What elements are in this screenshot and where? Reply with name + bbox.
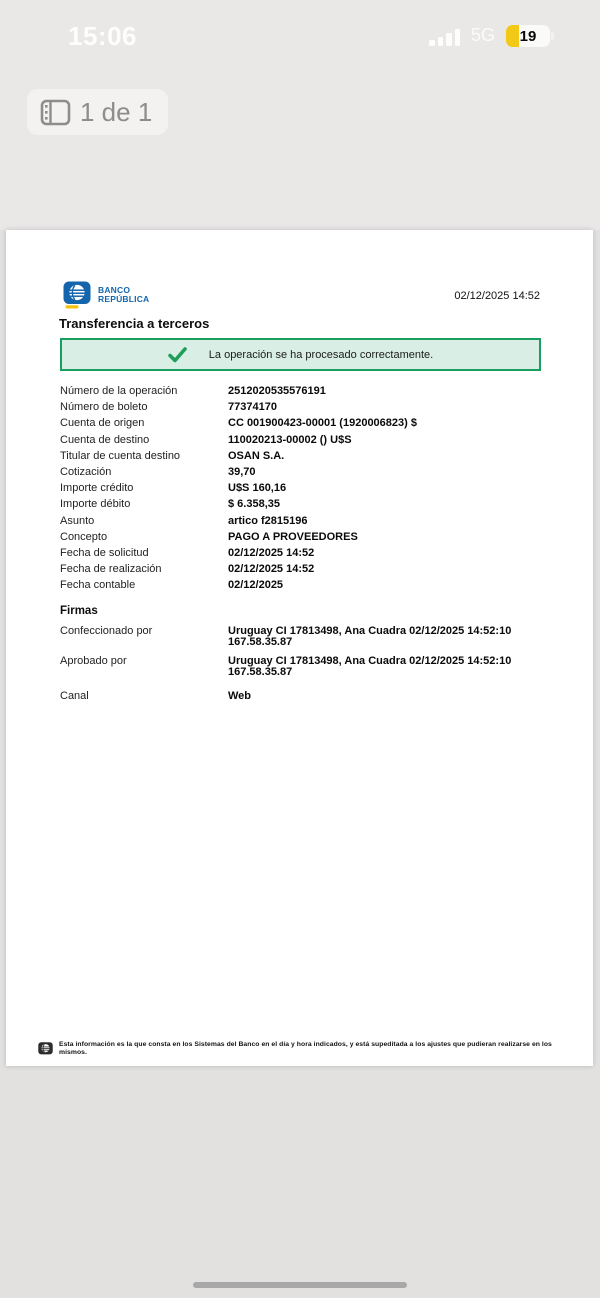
field-value: CC 001900423-00001 (1920006823) $ xyxy=(228,417,417,430)
success-banner xyxy=(60,338,541,371)
field-row xyxy=(60,516,540,528)
document-title: Transferencia a terceros xyxy=(59,316,210,331)
field-row xyxy=(60,580,540,592)
signatures-list xyxy=(60,626,540,703)
field-label: Titular de cuenta destino xyxy=(60,449,181,462)
field-label: Cotización xyxy=(60,465,112,478)
field-row xyxy=(60,402,540,414)
field-row xyxy=(60,467,540,479)
field-value: OSAN S.A. xyxy=(228,449,285,462)
field-value: Web xyxy=(228,689,252,702)
battery-nub xyxy=(551,32,554,40)
field-value: artico f2815196 xyxy=(228,514,308,527)
receipt-fields xyxy=(60,386,540,709)
signatures-heading: Firmas xyxy=(60,604,98,617)
field-value: 110020213-00002 () U$S xyxy=(228,433,352,446)
field-label: Cuenta de destino xyxy=(60,433,150,446)
field-value: Uruguay CI 17813498, Ana Cuadra 02/12/2025 14:52:10 167.58.35.87 xyxy=(228,654,512,679)
field-label: Número de boleto xyxy=(60,401,148,414)
network-type-label: 5G xyxy=(471,25,496,45)
field-label: Importe débito xyxy=(60,498,131,511)
battery-icon xyxy=(506,25,550,47)
field-label: Confeccionado por xyxy=(60,624,153,637)
bank-logo-icon xyxy=(63,281,91,309)
cellular-signal-icon xyxy=(429,29,463,46)
bank-logo xyxy=(63,281,149,309)
page-indicator-button[interactable] xyxy=(27,89,168,135)
field-row xyxy=(60,532,540,544)
field-value: PAGO A PROVEEDORES xyxy=(228,530,358,543)
field-row xyxy=(60,656,540,679)
fields-list xyxy=(60,386,540,592)
document-datetime: 02/12/2025 14:52 xyxy=(454,290,540,302)
pdf-document-page xyxy=(6,230,593,1066)
checkmark-icon xyxy=(168,347,187,363)
document-footer xyxy=(38,1041,563,1057)
field-value: 02/12/2025 xyxy=(228,579,284,592)
field-label: Fecha de realización xyxy=(60,563,162,576)
field-row xyxy=(60,386,540,398)
field-label: Concepto xyxy=(60,530,108,543)
footer-note: Esta información es la que consta en los Sistemas del Banco en el día y hora indicados, y está supeditada a los ajustes que pudieran realizarse en los mismos. xyxy=(59,1041,552,1056)
field-row xyxy=(60,483,540,495)
field-label: Fecha de solicitud xyxy=(60,546,149,559)
field-value: 2512020535576191 xyxy=(228,385,326,397)
field-value: 02/12/2025 14:52 xyxy=(228,563,315,576)
status-bar xyxy=(0,0,600,60)
field-value: 39,70 xyxy=(228,465,256,478)
field-label: Asunto xyxy=(60,514,95,527)
bank-logo-small-icon xyxy=(38,1042,53,1057)
field-label: Aprobado por xyxy=(60,654,127,667)
field-label: Cuenta de origen xyxy=(60,417,145,430)
field-row xyxy=(60,451,540,463)
field-label: Canal xyxy=(60,689,89,702)
field-label: Fecha contable xyxy=(60,579,136,592)
field-value: 77374170 xyxy=(228,401,277,414)
field-row xyxy=(60,499,540,511)
success-message: La operación se ha procesado correctamente. xyxy=(208,348,434,361)
field-value: 02/12/2025 14:52 xyxy=(228,546,315,559)
bank-logo-text xyxy=(98,286,149,304)
field-row xyxy=(60,548,540,560)
battery-percentage: 19 xyxy=(519,27,537,45)
home-indicator[interactable] xyxy=(193,1282,407,1288)
bank-logo-line1: BANCO xyxy=(98,285,131,295)
field-value: Uruguay CI 17813498, Ana Cuadra 02/12/2025 14:52:10 167.58.35.87 xyxy=(228,624,512,649)
page-indicator-label: 1 de 1 xyxy=(80,96,153,127)
field-row xyxy=(60,691,540,703)
field-row xyxy=(60,418,540,430)
field-label: Importe crédito xyxy=(60,482,134,495)
field-row xyxy=(60,626,540,649)
field-label: Número de la operación xyxy=(60,385,178,397)
status-time: 15:06 xyxy=(68,21,137,51)
thumbnails-sidebar-icon xyxy=(40,99,71,126)
bank-logo-line2: REPÚBLICA xyxy=(98,294,150,304)
field-row xyxy=(60,435,540,447)
field-row xyxy=(60,564,540,576)
field-value: U$S 160,16 xyxy=(228,482,287,495)
field-value: $ 6.358,35 xyxy=(228,498,280,511)
